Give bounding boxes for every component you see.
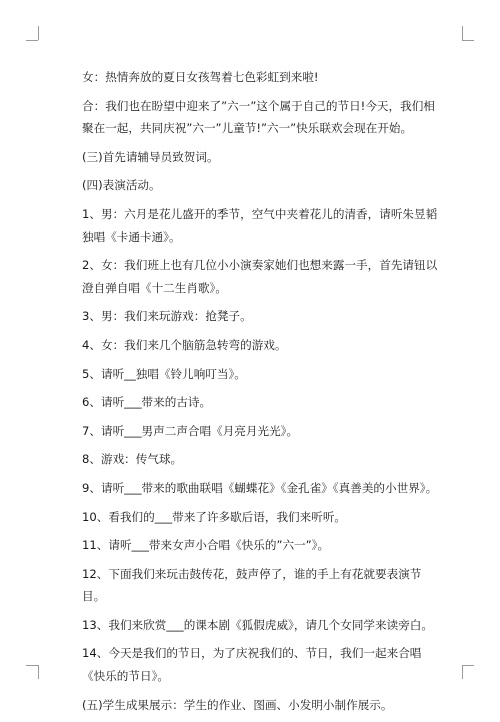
paragraph: 13、我们来欣赏___的课本剧《狐假虎威》，请几个女同学来读旁白。 <box>82 617 433 632</box>
crop-mark-top-left-h <box>26 40 38 41</box>
paragraph: 3、男：我们来玩游戏：抢凳子。 <box>82 309 252 324</box>
paragraph: 14、今天是我们的节日，为了庆祝我们的、节日，我们一起来合唱《快乐的节日》。 <box>82 646 422 684</box>
crop-mark-bottom-left-v <box>38 665 39 679</box>
paragraph: 合：我们也在盼望中迎来了”六一”这个属于自己的节日!今天，我们相聚在一起，共同庆祝”六一”儿童节!”六一”快乐联欢会现在开始。 <box>82 98 435 136</box>
paragraph: 10、看我们的___带来了许多歇后语，我们来听听。 <box>82 509 347 524</box>
crop-mark-top-right-v <box>462 26 463 40</box>
crop-mark-top-right-h <box>462 40 474 41</box>
paragraph: 9、请听___带来的歌曲联唱《蝴蝶花》《金孔雀》《真善美的小世界》。 <box>82 480 438 495</box>
paragraph: (五)学生成果展示：学生的作业、图画、小发明小制作展示。 <box>82 697 393 712</box>
document-body <box>82 66 442 722</box>
paragraph: 1、男：六月是花儿盛开的季节，空气中夹着花儿的清香，请听朱昱韬独唱《卡通卡通》。 <box>82 206 438 244</box>
paragraph: 8、游戏：传气球。 <box>82 452 183 467</box>
paragraph: 6、请听___带来的古诗。 <box>82 395 212 410</box>
paragraph: 2、女：我们班上也有几位小小演奏家她们也想来露一手，首先请钮以澄自弹自唱《十二生肖歌》。 <box>82 258 438 295</box>
crop-mark-bottom-right-v <box>462 665 463 679</box>
paragraph: 12、下面我们来玩击鼓传花，鼓声停了，谁的手上有花就要表演节目。 <box>82 566 422 604</box>
paragraph: 女：热情奔放的夏日女孩驾着七色彩虹到来啦! <box>82 70 319 84</box>
paragraph: 4、女：我们来几个脑筋急转弯的游戏。 <box>82 337 287 352</box>
paragraph: 7、请听___男声二声合唱《月亮月光光》。 <box>82 423 299 438</box>
crop-mark-bottom-right-h <box>462 665 474 666</box>
paragraph: (三)首先请辅导员致贺词。 <box>82 149 219 164</box>
paragraph: (四)表演活动。 <box>82 178 161 193</box>
crop-mark-top-left-v <box>38 26 39 40</box>
paragraph: 11、请听___带来女声小合唱《快乐的”六一”》。 <box>82 538 330 553</box>
crop-mark-bottom-left-h <box>26 665 38 666</box>
paragraph: 5、请听__独唱《铃儿响叮当》。 <box>82 366 246 381</box>
